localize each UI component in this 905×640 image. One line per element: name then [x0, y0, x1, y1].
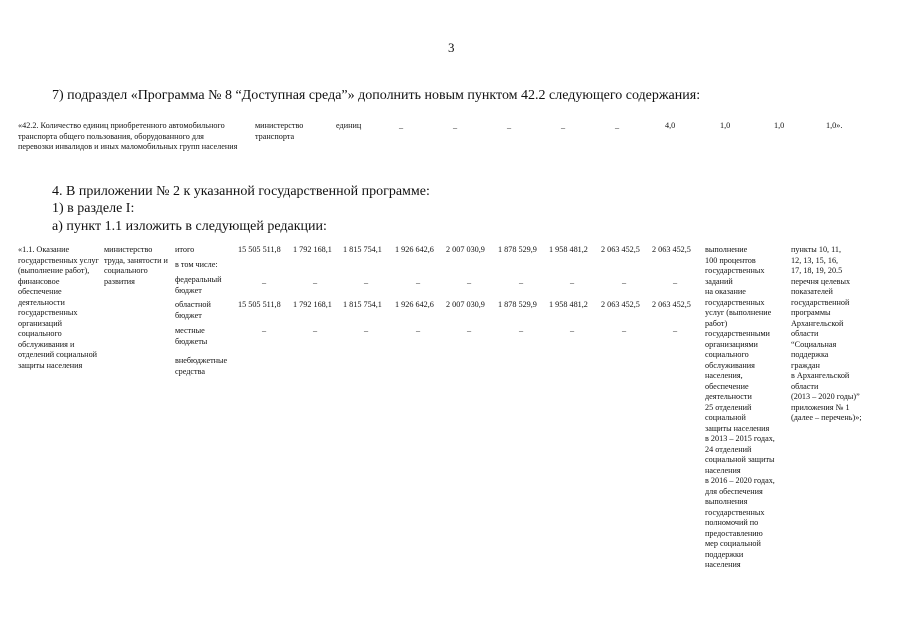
- links-line: поддержка: [791, 350, 829, 359]
- result-line: государственными: [705, 329, 770, 338]
- page-number: 3: [448, 40, 455, 55]
- result-line: обеспечение: [705, 381, 749, 391]
- regional-value: 1 958 481,2: [549, 300, 588, 309]
- row-42-2-dash: _: [399, 121, 404, 130]
- result-line: деятельности: [705, 392, 752, 401]
- row-42-2-value: 1,0: [720, 121, 731, 130]
- result-line: социальной защиты: [705, 455, 775, 464]
- links-line: 12, 13, 15, 16,: [791, 255, 839, 265]
- row-42-2-dash: _: [507, 121, 512, 130]
- total-value: 15 505 511,8: [238, 245, 281, 254]
- row-1-1-executor: министерство труда, занятости и социального развития: [104, 245, 168, 286]
- result-line: заданий: [705, 276, 733, 286]
- row-42-2-value: 1,0».: [826, 121, 843, 130]
- regional-value: 2 063 452,5: [601, 300, 640, 309]
- regional-value: 2 063 452,5: [652, 300, 691, 309]
- row-1-1-result: [705, 245, 775, 571]
- row-1-1-description: «1.1. Оказание государственных услуг (выполнение работ), финансовое обеспечение деятельности государственных организаций социального обслуживания и отделений социальной защиты населения: [18, 245, 99, 370]
- source-federal-label: федеральный бюджет: [175, 275, 222, 295]
- local-dash: –: [364, 326, 369, 335]
- result-line: социального: [705, 350, 749, 359]
- subsection-a: а) пункт 1.1 изложить в следующей редакции:: [52, 219, 327, 234]
- links-line: (далее – перечень)»;: [791, 413, 862, 422]
- local-dash: –: [313, 326, 318, 335]
- result-line: на оказание: [705, 287, 746, 296]
- links-line: государственной: [791, 297, 850, 307]
- federal-dash: –: [416, 278, 421, 287]
- result-line: 25 отделений: [705, 402, 752, 412]
- result-line: поддержки: [705, 549, 744, 559]
- source-extra-label: внебюджетные средства: [175, 356, 228, 376]
- result-line: работ): [705, 318, 728, 328]
- row-1-1-links: [791, 245, 862, 424]
- local-dash: –: [416, 326, 421, 335]
- row-42-2-unit: единиц: [336, 121, 362, 130]
- row-42-2-value: 4,0: [665, 121, 676, 130]
- row-42-2-dash: _: [561, 121, 566, 130]
- result-line: выполнения: [705, 497, 748, 506]
- federal-dash: –: [519, 278, 524, 287]
- federal-dash: –: [673, 278, 678, 287]
- regional-value: 1 792 168,1: [293, 300, 332, 309]
- regional-value: 1 878 529,9: [498, 300, 537, 309]
- local-dash: –: [570, 326, 575, 335]
- result-line: обслуживания: [705, 360, 755, 370]
- result-line: социальной: [705, 413, 746, 422]
- links-line: в Архангельской: [791, 371, 850, 380]
- result-line: защиты населения: [705, 423, 770, 433]
- links-line: показателей: [791, 287, 833, 296]
- result-line: 100 процентов: [705, 255, 756, 265]
- row-42-2-dash: _: [615, 121, 620, 130]
- local-dash: –: [622, 326, 627, 335]
- result-line: выполнение: [705, 245, 748, 254]
- federal-dash: –: [313, 278, 318, 287]
- total-value: 1 815 754,1: [343, 245, 382, 254]
- links-line: “Социальная: [791, 339, 837, 349]
- links-line: приложения № 1: [791, 402, 850, 412]
- subsection-1: 1) в разделе I:: [52, 201, 135, 216]
- result-line: в 2013 – 2015 годах,: [705, 434, 775, 443]
- source-local-label: местные бюджеты: [175, 326, 208, 346]
- section-4-heading: 4. В приложении № 2 к указанной государственной программе:: [52, 184, 430, 199]
- links-line: перечня целевых: [791, 276, 851, 286]
- links-line: (2013 – 2020 годы)”: [791, 392, 860, 401]
- result-line: в 2016 – 2020 годах,: [705, 476, 775, 485]
- result-line: 24 отделений: [705, 444, 752, 454]
- result-line: полномочий по: [705, 518, 759, 527]
- local-dash: –: [673, 326, 678, 335]
- federal-dash: –: [622, 278, 627, 287]
- federal-dash: –: [570, 278, 575, 287]
- federal-dash: –: [262, 278, 267, 287]
- links-line: 17, 18, 19, 20.5: [791, 266, 843, 275]
- links-line: граждан: [791, 360, 820, 370]
- local-dash: –: [519, 326, 524, 335]
- item-7-text: 7) подраздел «Программа № 8 “Доступная среда”» дополнить новым пунктом 42.2 следующего содержания:: [52, 88, 701, 103]
- links-line: области: [791, 329, 819, 338]
- result-line: государственных: [705, 507, 765, 517]
- total-value: 1 926 642,6: [395, 245, 434, 254]
- result-line: государственных: [705, 266, 765, 275]
- total-value: 2 063 452,5: [601, 245, 640, 254]
- total-value: 1 958 481,2: [549, 245, 588, 254]
- federal-dash: –: [467, 278, 472, 287]
- regional-value: 15 505 511,8: [238, 300, 281, 309]
- links-line: Архангельской: [791, 318, 844, 328]
- row-42-2-executor: министерство транспорта: [255, 121, 304, 141]
- regional-value: 1 815 754,1: [343, 300, 382, 309]
- federal-dash: –: [364, 278, 369, 287]
- local-dash: –: [467, 326, 472, 335]
- result-line: населения: [705, 560, 741, 569]
- result-line: мер социальной: [705, 539, 761, 548]
- result-line: для обеспечения: [705, 486, 763, 496]
- links-line: пункты 10, 11,: [791, 245, 842, 254]
- source-total-label: итого: [175, 245, 195, 254]
- total-value: 2 007 030,9: [446, 245, 485, 254]
- local-dash: –: [262, 326, 267, 335]
- total-value: 2 063 452,5: [652, 245, 691, 254]
- row-42-2-indicator: «42.2. Количество единиц приобретенного автомобильного транспорта общего пользования, оборудованного для перевозки инвалидов и иных маломобильных групп населения: [18, 121, 238, 151]
- result-line: предоставлению: [705, 528, 763, 538]
- regional-value: 1 926 642,6: [395, 300, 434, 309]
- result-line: населения,: [705, 371, 743, 380]
- source-regional-label: областной бюджет: [175, 300, 211, 320]
- result-line: услуг (выполнение: [705, 308, 772, 317]
- row-42-2-value: 1,0: [774, 121, 785, 130]
- links-line: программы: [791, 308, 831, 317]
- result-line: организациями: [705, 339, 758, 349]
- regional-value: 2 007 030,9: [446, 300, 485, 309]
- result-line: населения: [705, 465, 741, 475]
- result-line: государственных: [705, 297, 765, 307]
- source-incl-label: в том числе:: [175, 260, 218, 269]
- row-42-2-dash: _: [453, 121, 458, 130]
- links-line: области: [791, 381, 819, 391]
- total-value: 1 792 168,1: [293, 245, 332, 254]
- total-value: 1 878 529,9: [498, 245, 537, 254]
